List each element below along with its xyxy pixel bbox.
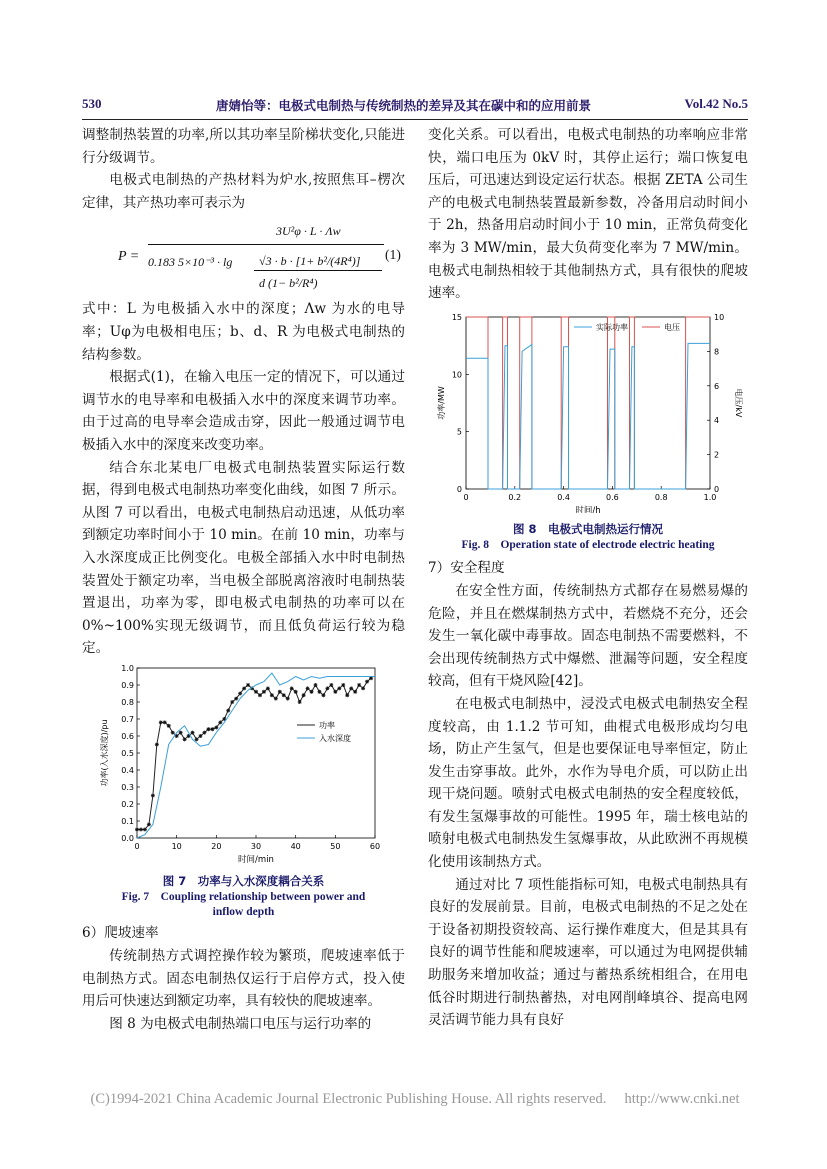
header-rule — [82, 119, 748, 120]
power-point — [210, 727, 214, 731]
running-title: 唐婧怡等：电极式电制热与传统制热的差异及其在碳中和的应用前景 — [216, 98, 592, 113]
y-right-tick-label: 8 — [714, 347, 720, 357]
paragraph: 结合东北某电厂电极式电制热装置实际运行数据，得到电极式电制热功率变化曲线，如图 7 所示。从图 7 可以看出，电极式电制热启动迅速，从低功率到额定功率时间小于 10 min。在前 10 min，功率与入水深度成正比例变化。电极全部插入水中时电制热装置处于额定功率，当电极全部脱离溶液时电制热装置退出，功率为零，即电极式电制热的功率可以在 0%~100%实现无级调节，而且低负荷运行较为稳定。 — [82, 459, 405, 657]
power-point — [258, 693, 262, 697]
equation-number: (1) — [385, 247, 401, 263]
x-tick-label: 0.8 — [654, 492, 668, 502]
power-point — [337, 686, 341, 690]
x-tick-label: 0.4 — [557, 492, 570, 502]
y-tick-label: 0.0 — [121, 833, 134, 843]
x-axis-label: 时间/h — [575, 505, 601, 513]
power-point — [274, 696, 278, 700]
power-point — [143, 827, 147, 831]
copyright-footer: (C)1994-2021 China Academic Journal Electronic Publishing House. All rights reserved. http://www.cnki.net — [90, 1091, 740, 1107]
power-point — [202, 730, 206, 734]
paragraph: 通过对比 7 项性能指标可知，电极式电制热具有良好的发展前景。目前，电极式电制热的不足之处在于设备初期投资较高、运行操作难度大，但是其具有良好的调节性能和爬坡速率，可以通过为电网提供辅助服务来增加收益；通过与蓄热系统相组合，在用电低谷时期进行制热蓄热，对电网削峰填谷、提高电网灵活调节能力具有良好 — [428, 876, 748, 1029]
power-point — [139, 827, 143, 831]
power-point — [230, 700, 234, 704]
x-tick-label: 20 — [211, 841, 222, 851]
power-point — [302, 693, 306, 697]
fig7-caption-en-cont: inflow depth — [212, 906, 275, 919]
x-tick-label: 30 — [250, 841, 262, 851]
x-axis-label: 时间/min — [238, 854, 274, 865]
x-tick-label: 0 — [463, 492, 469, 502]
power-point — [147, 822, 151, 826]
y-tick-label: 0.8 — [121, 697, 134, 707]
y-left-tick-label: 5 — [456, 427, 462, 437]
power-point — [341, 683, 345, 687]
power-point — [159, 720, 163, 724]
power-point — [167, 724, 171, 728]
power-point — [353, 690, 357, 694]
x-tick-label: 60 — [369, 841, 381, 851]
power-point — [298, 700, 302, 704]
y-right-tick-label: 4 — [714, 415, 720, 425]
paragraph: 图 8 为电极式电制热端口电压与运行功率的 — [109, 1015, 372, 1032]
power-point — [270, 693, 274, 697]
y-tick-label: 0.5 — [121, 748, 134, 758]
power-point — [329, 683, 333, 687]
equation-denominator-left: 0.183 5×10⁻³ · lg — [148, 255, 233, 270]
power-point — [151, 793, 155, 797]
y-right-tick-label: 6 — [714, 381, 720, 391]
section-title: 7）安全程度 — [428, 560, 505, 577]
power-point — [262, 690, 266, 694]
y-tick-label: 0.6 — [121, 731, 134, 741]
power-point — [333, 690, 337, 694]
power-point — [242, 686, 246, 690]
power-point — [294, 690, 298, 694]
y-tick-label: 0.9 — [121, 680, 134, 690]
power-point — [234, 696, 238, 700]
power-point — [306, 686, 310, 690]
y-tick-label: 0.2 — [121, 799, 134, 809]
paragraph: 在安全性方面，传统制热方式都存在易燃易爆的危险，并且在燃煤制热方式中，若燃烧不充分，还会发生一氧化碳中毒事故。固态电制热不需要燃料，不会出现传统制热方式中爆燃、泄漏等问题，安全程度较高，但有干烧风险[42]。 — [428, 582, 748, 690]
fraction-bar — [148, 244, 384, 245]
x-tick-label: 50 — [330, 841, 341, 851]
fig7-caption-cn: 图 7 功率与入水深度耦合关系 — [162, 874, 325, 889]
y-axis-label: 功率(入水深度)/pu — [100, 719, 109, 787]
depth-series-line — [137, 673, 375, 838]
power-point — [365, 679, 369, 683]
figure-8 — [428, 313, 748, 554]
x-tick-label: 1.0 — [703, 492, 717, 502]
power-point — [290, 686, 294, 690]
power-point — [282, 693, 286, 697]
power-point — [254, 690, 258, 694]
y-tick-label: 0.1 — [121, 816, 134, 826]
x-tick-label: 0 — [134, 841, 140, 851]
fig7-chart — [82, 660, 405, 865]
y-tick-label: 0.3 — [121, 782, 134, 792]
y-tick-label: 1.0 — [121, 663, 134, 673]
power-point — [163, 720, 167, 724]
y-right-axis-label: 电压/kV — [734, 388, 743, 418]
power-point — [214, 725, 218, 729]
power-point — [286, 696, 290, 700]
equation-1 — [82, 214, 405, 298]
x-tick-label: 10 — [171, 841, 182, 851]
equation-denominator-bottom: d (1− b²/R⁴) — [259, 276, 318, 291]
legend-power-label: 功率 — [319, 720, 335, 730]
power-point — [345, 693, 349, 697]
power-point — [325, 686, 329, 690]
power-point — [179, 730, 183, 734]
power-point — [310, 690, 314, 694]
y-right-tick-label: 0 — [714, 484, 720, 494]
power-point — [361, 686, 365, 690]
equation-lhs: P = — [118, 249, 140, 265]
y-left-tick-label: 0 — [456, 484, 462, 494]
volume-info: Vol.42 No.5 — [684, 96, 748, 111]
fig8-caption-cn: 图 8 电极式电制热运行情况 — [512, 522, 663, 537]
figure-7 — [82, 660, 405, 921]
power-point — [135, 827, 139, 831]
power-point — [195, 737, 199, 741]
paragraph: 式中：L 为电极插入水中的深度；Λw 为水的电导率；Uφ为电极相电压；b、d、R 为电极式电制热的结构参数。 — [82, 301, 405, 363]
paragraph: 变化关系。可以看出，电极式电制热的功率响应非常快，端口电压为 0kV 时，其停止运行；端口恢复电压后，可迅速达到设定运行状态。根据 ZETA 公司生产的电极式电制热装置最新参数，冷备用启动时间小于 2h，热备用启动时间小于 10 min，正常负荷变化率为 3 MW/min，最大负荷变化率为 7 MW/min。电极式电制热相较于其他制热方式，具有很快的爬坡速率。 — [428, 127, 748, 302]
y-right-tick-label: 10 — [714, 312, 725, 322]
power-point — [218, 720, 222, 724]
legend-depth-label: 入水深度 — [319, 733, 351, 743]
equation-numerator: 3U²φ · L · Λw — [276, 224, 341, 239]
x-tick-label: 0.6 — [606, 492, 619, 502]
power-series-line — [137, 678, 371, 829]
power-point — [206, 727, 210, 731]
y-tick-label: 0.7 — [121, 714, 134, 724]
x-tick-label: 0.2 — [508, 492, 522, 502]
fig8-chart — [428, 313, 748, 513]
power-point — [183, 737, 187, 741]
power-point — [357, 683, 361, 687]
fraction-bar-inner — [254, 270, 382, 271]
fig8-caption-en: Fig. 8 Operation state of electrode electric heating — [461, 539, 715, 552]
power-point — [266, 686, 270, 690]
fig7-caption-en: Fig. 7 Coupling relationship between power and — [121, 891, 366, 904]
power-point — [238, 691, 242, 695]
legend-power-label: 实际功率 — [596, 322, 628, 332]
y-left-tick-label: 15 — [451, 312, 462, 322]
right-column — [428, 124, 748, 1032]
power-point — [171, 730, 175, 734]
x-tick-label: 40 — [290, 841, 301, 851]
power-point — [317, 690, 321, 694]
y-tick-label: 0.4 — [121, 765, 134, 775]
paragraph: 电极式电制热的产热材料为炉水,按照焦耳–楞次定律，其产热功率可表示为 — [82, 172, 405, 211]
paragraph: 根据式(1)，在输入电压一定的情况下，可以通过调节水的电导率和电极插入水中的深度来调节功率。由于过高的电导率会造成击穿，因此一般通过调节电极插入水中的深度来改变功率。 — [82, 369, 405, 453]
running-header — [82, 96, 748, 116]
power-point — [321, 693, 325, 697]
legend-voltage-label: 电压 — [664, 322, 680, 332]
y-right-tick-label: 2 — [714, 450, 720, 460]
power-point — [226, 708, 230, 712]
power-point — [349, 686, 353, 690]
page-number: 530 — [82, 96, 102, 111]
paragraph: 传统制热方式调控操作较为繁琐，爬坡速率低于电制热方式。固态电制热仅运行于启停方式，投入使用后可快速达到额定功率，具有较快的爬坡速率。 — [82, 948, 405, 1010]
power-point — [191, 730, 195, 734]
left-column — [82, 124, 405, 1035]
paragraph: 调整制热装置的功率,所以其功率呈阶梯状变化,只能进行分级调节。 — [82, 127, 405, 166]
equation-denominator-top: √3 · b · [1+ b²/(4R⁴)] — [259, 254, 361, 269]
power-point — [198, 734, 202, 738]
power-point — [246, 683, 250, 687]
paragraph: 在电极式电制热中，浸没式电极式电制热安全程度较高，由 1.1.2 节可知，曲棍式电极形成均匀电场，防止产生氢气，但是也要保证电导率恒定，防止发生击穿事故。此外，水作为导电介质，可以防止出现干烧问题。喷射式电极式电制热的安全程度较低，有发生氢爆事故的可能性。1995 年，瑞士核电站的喷射电极式电制热发生氢爆事故，从此欧洲不再规模化使用该制热方式。 — [428, 695, 748, 871]
power-point — [314, 683, 318, 687]
power-point — [155, 742, 159, 746]
y-left-axis-label: 功率/MW — [437, 385, 446, 420]
y-left-tick-label: 10 — [451, 370, 462, 380]
section-title: 6）爬坡速率 — [82, 925, 159, 942]
power-point — [278, 690, 282, 694]
